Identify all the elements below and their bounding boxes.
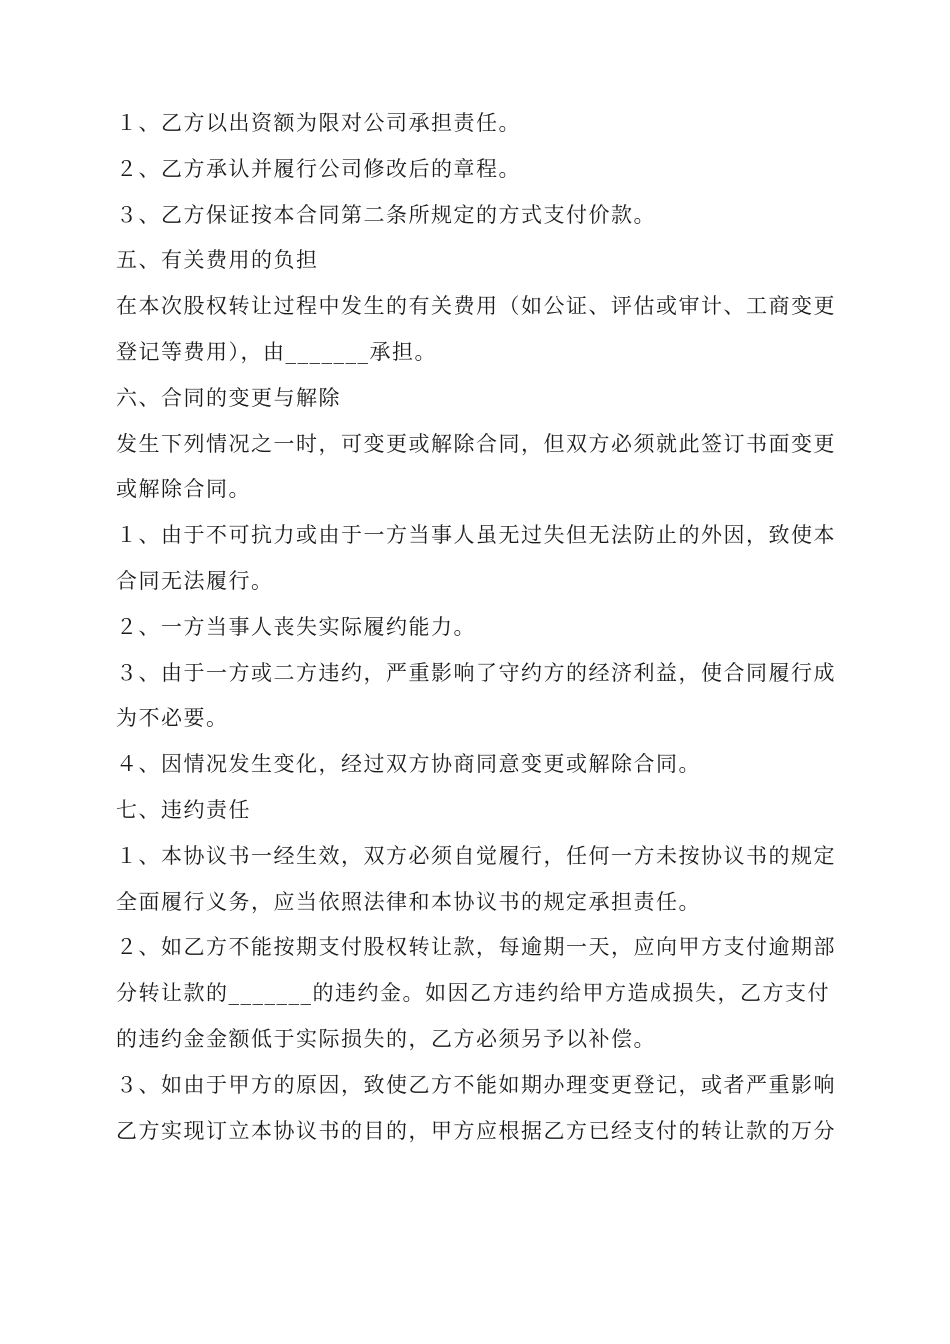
- clause-line: １、本协议书一经生效，双方必须自觉履行，任何一方未按协议书的规定: [116, 843, 836, 868]
- clause-line: 的违约金金额低于实际损失的，乙方必须另予以补偿。: [116, 1026, 656, 1051]
- clause-line: １、由于不可抗力或由于一方当事人虽无过失但无法防止的外因，致使本: [116, 523, 836, 548]
- clause-line: ３、如由于甲方的原因，致使乙方不能如期办理变更登记，或者严重影响: [116, 1072, 836, 1097]
- clause-line: ２、如乙方不能按期支付股权转让款，每逾期一天，应向甲方支付逾期部: [116, 935, 836, 960]
- section-heading-expenses: 五、有关费用的负担: [116, 248, 319, 273]
- paragraph-line: 在本次股权转让过程中发生的有关费用（如公证、评估或审计、工商变更: [116, 294, 836, 319]
- clause-line: ３、由于一方或二方违约，严重影响了守约方的经济利益，使合同履行成: [116, 660, 836, 685]
- clause-line-3: ３、乙方保证按本合同第二条所规定的方式支付价款。: [116, 202, 656, 227]
- clause-line: 为不必要。: [116, 706, 229, 731]
- clause-line: 合同无法履行。: [116, 568, 274, 593]
- section-heading-amendment: 六、合同的变更与解除: [116, 385, 341, 410]
- clause-line-2: ２、乙方承认并履行公司修改后的章程。: [116, 156, 521, 181]
- clause-line: 分转让款的_______的违约金。如因乙方违约给甲方造成损失，乙方支付: [116, 981, 830, 1006]
- clause-line: ４、因情况发生变化，经过双方协商同意变更或解除合同。: [116, 752, 701, 777]
- paragraph-line: 发生下列情况之一时，可变更或解除合同，但双方必须就此签订书面变更: [116, 431, 836, 456]
- clause-line: 乙方实现订立本协议书的目的，甲方应根据乙方已经支付的转让款的万分: [116, 1118, 836, 1143]
- clause-line: ２、一方当事人丧失实际履约能力。: [116, 614, 476, 639]
- document-body: [116, 104, 846, 1157]
- section-heading-liability: 七、违约责任: [116, 797, 251, 822]
- clause-line: 全面履行义务，应当依照法律和本协议书的规定承担责任。: [116, 889, 701, 914]
- clause-line-1: １、乙方以出资额为限对公司承担责任。: [116, 111, 521, 135]
- paragraph-line: 或解除合同。: [116, 477, 251, 502]
- paragraph-line: 登记等费用），由_______承担。: [116, 339, 437, 364]
